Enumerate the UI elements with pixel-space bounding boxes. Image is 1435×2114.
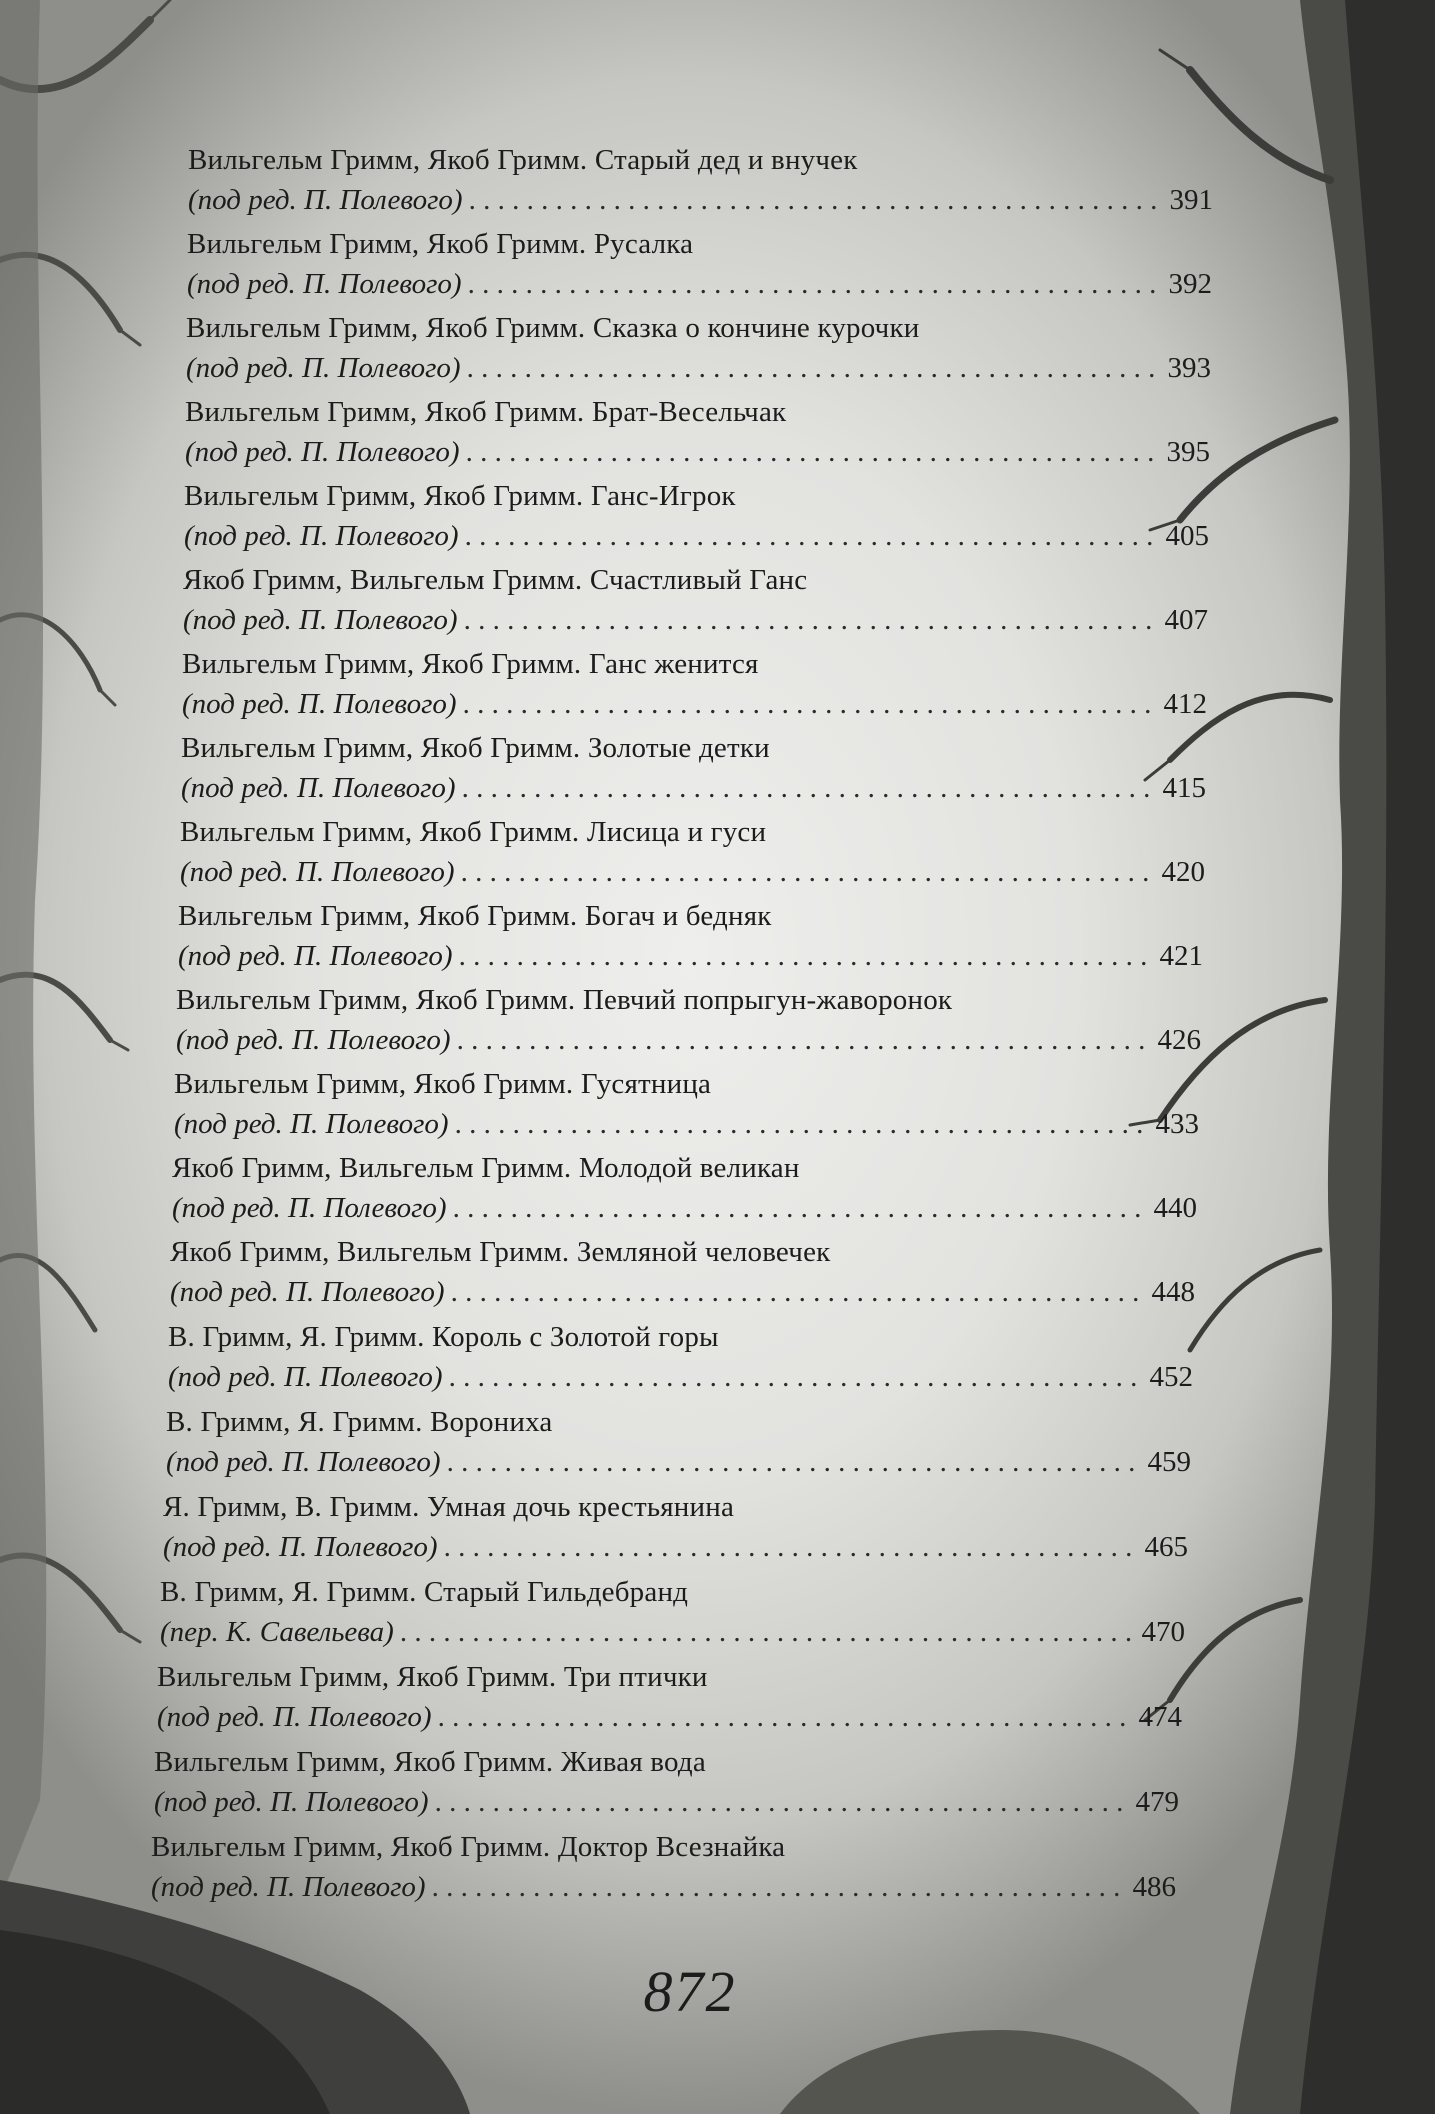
- entry-translator: (под ред. П. Полевого): [185, 436, 460, 468]
- toc-entry: [160, 1573, 1220, 1653]
- toc-entry: [172, 1149, 1232, 1229]
- entry-title: Вильгельм Гримм, Якоб Гримм. Гусятница: [174, 1068, 712, 1100]
- entry-page-number: 426: [1157, 1024, 1201, 1056]
- entry-page-number: 420: [1161, 856, 1205, 888]
- entry-page-number: 407: [1164, 604, 1208, 636]
- entry-translator: (под ред. П. Полевого): [174, 1108, 449, 1140]
- entry-subline: [160, 1613, 1185, 1651]
- entry-title: Вильгельм Гримм, Якоб Гримм. Доктор Всезнайка: [151, 1831, 786, 1863]
- toc-entry: [184, 477, 1244, 557]
- dot-leader: [465, 517, 1160, 555]
- entry-title: Вильгельм Гримм, Якоб Гримм. Живая вода: [154, 1746, 706, 1778]
- entry-page-number: 421: [1159, 940, 1203, 972]
- entry-translator: (под ред. П. Полевого): [151, 1871, 426, 1903]
- entry-page-number: 479: [1135, 1786, 1179, 1818]
- entry-subline: [183, 601, 1208, 639]
- toc-entry: [183, 561, 1243, 641]
- entry-translator: (под ред. П. Полевого): [181, 772, 456, 804]
- dot-leader: [468, 265, 1163, 303]
- entry-subline: [151, 1868, 1176, 1906]
- toc-entry: [168, 1318, 1228, 1398]
- entry-page-number: 393: [1167, 352, 1211, 384]
- entry-translator: (под ред. П. Полевого): [163, 1531, 438, 1563]
- entry-subline: [154, 1783, 1179, 1821]
- dot-leader: [435, 1783, 1130, 1821]
- dot-leader: [444, 1528, 1139, 1566]
- dot-leader: [432, 1868, 1127, 1906]
- entry-page-number: 470: [1141, 1616, 1185, 1648]
- toc-entry: [166, 1403, 1226, 1483]
- entry-subline: [168, 1358, 1193, 1396]
- entry-title: В. Гримм, Я. Гримм. Ворониха: [166, 1406, 553, 1438]
- entry-page-number: 440: [1153, 1192, 1197, 1224]
- entry-subline: [186, 349, 1211, 387]
- dot-leader: [457, 1021, 1152, 1059]
- dot-leader: [467, 349, 1162, 387]
- dot-leader: [451, 1273, 1146, 1311]
- entry-subline: [184, 517, 1209, 555]
- dot-leader: [466, 433, 1161, 471]
- dot-leader: [438, 1698, 1133, 1736]
- entry-translator: (под ред. П. Полевого): [183, 604, 458, 636]
- entry-translator: (под ред. П. Полевого): [178, 940, 453, 972]
- entry-page-number: 405: [1165, 520, 1209, 552]
- toc-entry: [188, 141, 1248, 221]
- entry-title: Якоб Гримм, Вильгельм Гримм. Счастливый Ганс: [183, 564, 808, 596]
- entry-subline: [174, 1105, 1199, 1143]
- entry-title: Вильгельм Гримм, Якоб Гримм. Ганс женится: [182, 648, 759, 680]
- entry-page-number: 465: [1144, 1531, 1188, 1563]
- entry-page-number: 459: [1147, 1446, 1191, 1478]
- entry-translator: (под ред. П. Полевого): [166, 1446, 441, 1478]
- entry-title: Вильгельм Гримм, Якоб Гримм. Русалка: [187, 228, 694, 260]
- entry-title: Якоб Гримм, Вильгельм Гримм. Молодой великан: [172, 1152, 800, 1184]
- entry-title: Вильгельм Гримм, Якоб Гримм. Золотые детки: [181, 732, 770, 764]
- entry-page-number: 415: [1162, 772, 1206, 804]
- entry-page-number: 433: [1155, 1108, 1199, 1140]
- entry-title: Вильгельм Гримм, Якоб Гримм. Лисица и гуси: [180, 816, 767, 848]
- entry-translator: (под ред. П. Полевого): [176, 1024, 451, 1056]
- entry-page-number: 448: [1151, 1276, 1195, 1308]
- entry-page-number: 486: [1132, 1871, 1176, 1903]
- entry-translator: (под ред. П. Полевого): [186, 352, 461, 384]
- entry-subline: [180, 853, 1205, 891]
- dot-leader: [459, 937, 1154, 975]
- entry-subline: [170, 1273, 1195, 1311]
- entry-subline: [163, 1528, 1188, 1566]
- entry-subline: [187, 265, 1212, 303]
- toc-entry: [185, 393, 1245, 473]
- entry-page-number: 452: [1149, 1361, 1193, 1393]
- entry-title: Вильгельм Гримм, Якоб Гримм. Сказка о кончине курочки: [186, 312, 920, 344]
- entry-title: Якоб Гримм, Вильгельм Гримм. Земляной человечек: [170, 1236, 831, 1268]
- entry-title: В. Гримм, Я. Гримм. Король с Золотой горы: [168, 1321, 719, 1353]
- entry-title: Вильгельм Гримм, Якоб Гримм. Богач и бедняк: [178, 900, 772, 932]
- entry-translator: (под ред. П. Полевого): [184, 520, 459, 552]
- entry-page-number: 391: [1169, 184, 1213, 216]
- entry-title: Вильгельм Гримм, Якоб Гримм. Старый дед и внучек: [188, 144, 858, 176]
- entry-title: В. Гримм, Я. Гримм. Старый Гильдебранд: [160, 1576, 689, 1608]
- entry-title: Вильгельм Гримм, Якоб Гримм. Певчий попрыгун-жаворонок: [176, 984, 953, 1016]
- entry-subline: [157, 1698, 1182, 1736]
- toc-entry: [182, 645, 1242, 725]
- entry-page-number: 474: [1138, 1701, 1182, 1733]
- entry-subline: [172, 1189, 1197, 1227]
- toc-entry: [174, 1065, 1234, 1145]
- entry-translator: (под ред. П. Полевого): [187, 268, 462, 300]
- entry-title: Вильгельм Гримм, Якоб Гримм. Три птички: [157, 1661, 708, 1693]
- dot-leader: [462, 769, 1157, 807]
- entry-page-number: 395: [1166, 436, 1210, 468]
- dot-leader: [447, 1443, 1142, 1481]
- entry-subline: [181, 769, 1206, 807]
- toc-entry: [170, 1233, 1230, 1313]
- toc-entry: [180, 813, 1240, 893]
- entry-translator: (под ред. П. Полевого): [157, 1701, 432, 1733]
- entry-page-number: 412: [1163, 688, 1207, 720]
- toc-entry: [186, 309, 1246, 389]
- dot-leader: [449, 1358, 1144, 1396]
- entry-translator: (под ред. П. Полевого): [188, 184, 463, 216]
- toc-entry: [178, 897, 1238, 977]
- entry-subline: [185, 433, 1210, 471]
- entry-subline: [176, 1021, 1201, 1059]
- dot-leader: [455, 1105, 1150, 1143]
- entry-subline: [178, 937, 1203, 975]
- toc-entry: [154, 1743, 1214, 1823]
- entry-translator: (под ред. П. Полевого): [172, 1192, 447, 1224]
- dot-leader: [461, 853, 1156, 891]
- entry-title: Вильгельм Гримм, Якоб Гримм. Брат-Весельчак: [185, 396, 787, 428]
- entry-title: Я. Гримм, В. Гримм. Умная дочь крестьянина: [163, 1491, 735, 1523]
- entry-subline: [188, 181, 1213, 219]
- entry-translator: (под ред. П. Полевого): [154, 1786, 429, 1818]
- entry-translator: (под ред. П. Полевого): [170, 1276, 445, 1308]
- entry-page-number: 392: [1168, 268, 1212, 300]
- toc-entry: [157, 1658, 1217, 1738]
- entry-subline: [182, 685, 1207, 723]
- dot-leader: [464, 601, 1159, 639]
- toc-entry: [176, 981, 1236, 1061]
- toc-entry: [181, 729, 1241, 809]
- entry-translator: (под ред. П. Полевого): [168, 1361, 443, 1393]
- dot-leader: [463, 685, 1158, 723]
- page-folio-number: 872: [643, 1959, 737, 2024]
- toc-entry: [151, 1828, 1211, 1908]
- entry-translator: (под ред. П. Полевого): [182, 688, 457, 720]
- entry-title: Вильгельм Гримм, Якоб Гримм. Ганс-Игрок: [184, 480, 736, 512]
- toc-entry: [187, 225, 1247, 305]
- entry-subline: [166, 1443, 1191, 1481]
- entry-translator: (пер. К. Савельева): [160, 1616, 394, 1648]
- dot-leader: [453, 1189, 1148, 1227]
- toc-entry: [163, 1488, 1223, 1568]
- entry-translator: (под ред. П. Полевого): [180, 856, 455, 888]
- dot-leader: [469, 181, 1164, 219]
- dot-leader: [400, 1613, 1136, 1651]
